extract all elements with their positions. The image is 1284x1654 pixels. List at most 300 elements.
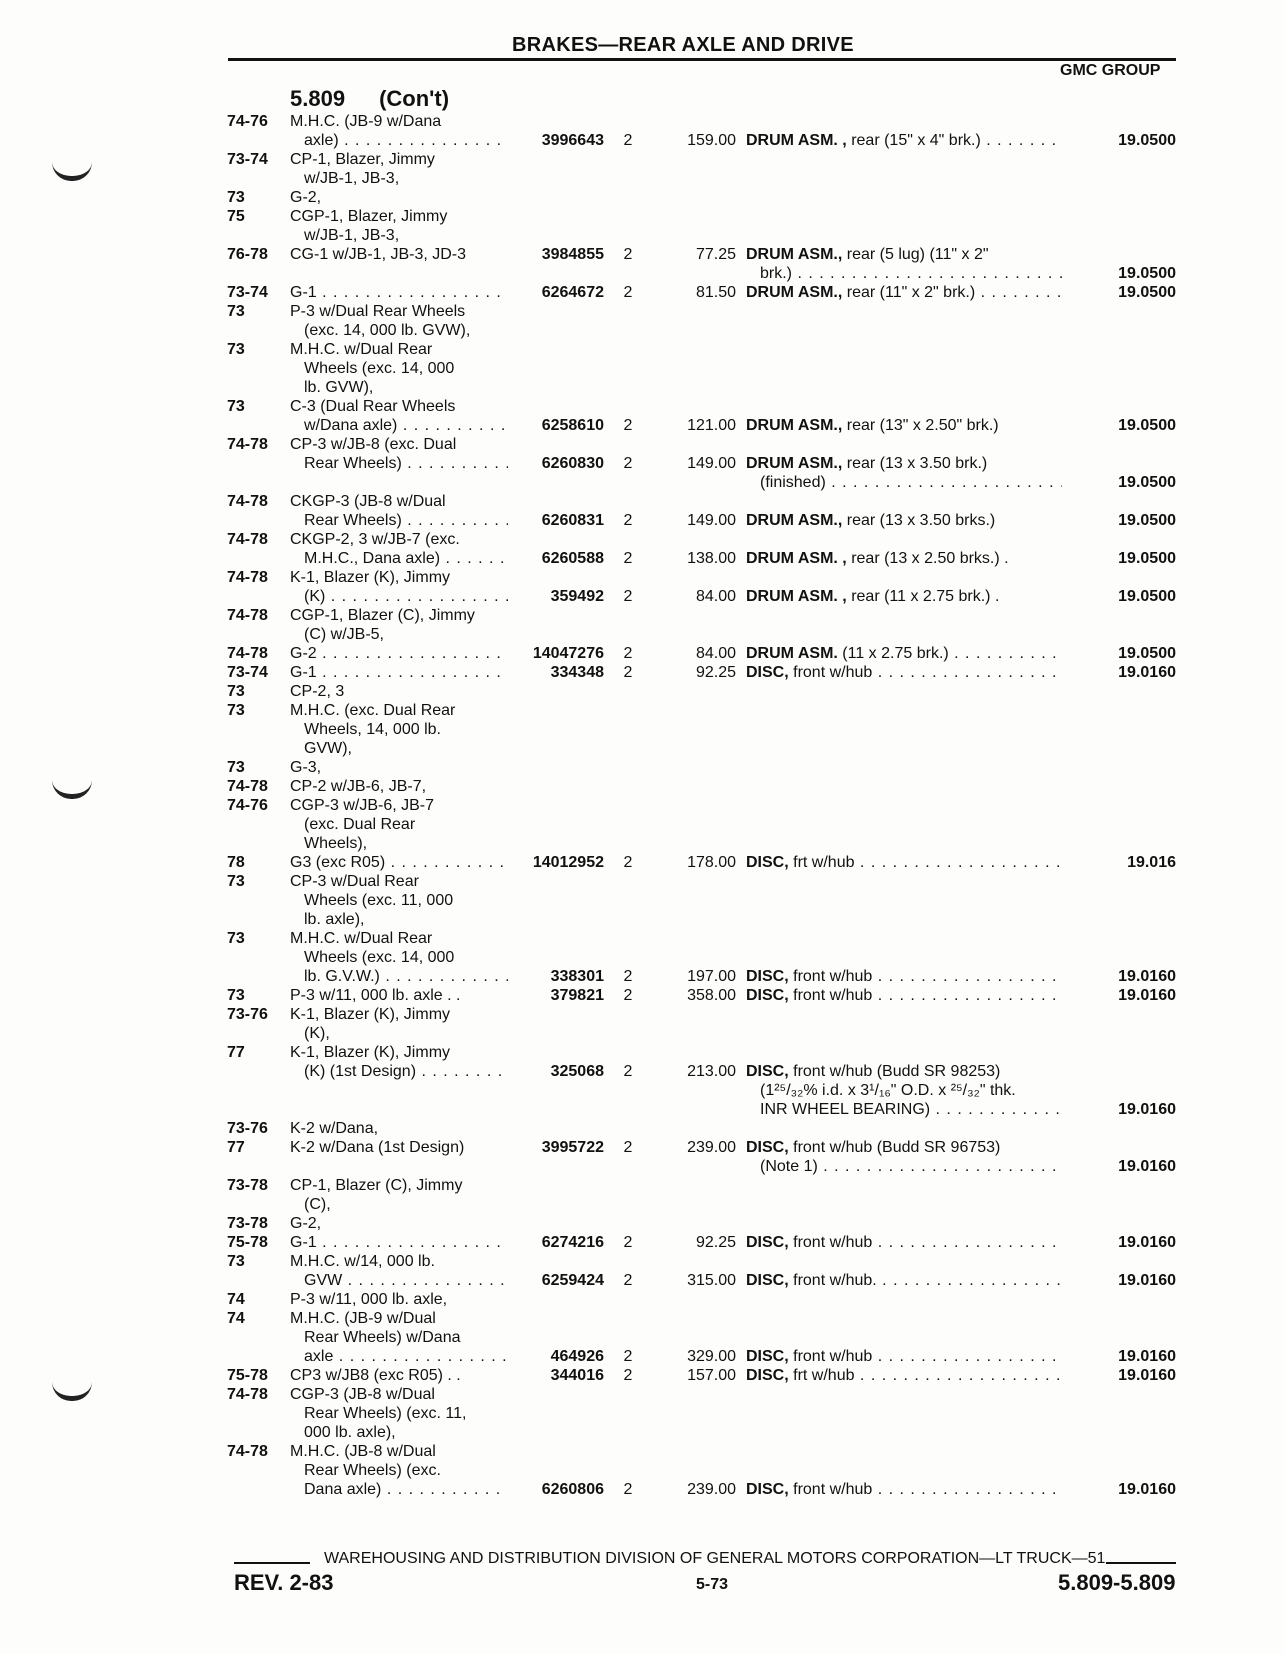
application-label: CGP-3 w/JB-6, JB-7: [290, 797, 435, 814]
application-text: [304, 1195, 508, 1214]
table-row: [0, 929, 1200, 949]
application-text: [304, 169, 508, 188]
table-row: [0, 1005, 1200, 1025]
description-text: front w/hub: [793, 1481, 873, 1498]
catalog-code: 19.0160: [1118, 1348, 1176, 1365]
application-text: [290, 397, 508, 416]
application-text: [290, 929, 508, 948]
application-text: [290, 492, 508, 511]
model-year: 73-78: [227, 1177, 268, 1194]
description: [746, 511, 1062, 530]
table-row: [0, 1385, 1200, 1405]
leader-dots: [930, 1101, 1062, 1118]
table-row: [0, 986, 1200, 1006]
description: [746, 1062, 1062, 1081]
part-number: 325068: [550, 1063, 604, 1080]
quantity: 2: [623, 645, 633, 662]
leader-dots: [325, 588, 508, 605]
leader-dots: [818, 1158, 1062, 1175]
part-name: DRUM ASM. ,: [746, 588, 847, 605]
application-text: [304, 1423, 508, 1442]
catalog-code: 19.0160: [1118, 1481, 1176, 1498]
application-text: [304, 1271, 508, 1290]
table-row: [0, 169, 1200, 189]
catalog-code: 19.0160: [1118, 968, 1176, 985]
table-row: [0, 492, 1200, 512]
catalog-code: 19.0160: [1118, 1158, 1176, 1175]
quantity: 2: [623, 246, 633, 263]
table-row: [0, 1366, 1200, 1386]
model-year: 73: [227, 189, 245, 206]
part-name: DRUM ASM. ,: [746, 132, 847, 149]
application-label: G-2,: [290, 189, 322, 206]
table-row: [0, 1233, 1200, 1253]
application-text: [290, 796, 508, 815]
table-row: [0, 473, 1200, 493]
application-label: Wheels, 14, 000 lb.: [304, 721, 441, 738]
table-row: [0, 682, 1200, 702]
application-label: w/JB-1, JB-3,: [304, 227, 400, 244]
application-label: Wheels (exc. 11, 000: [304, 892, 454, 909]
table-row: [0, 1024, 1200, 1044]
quantity: 2: [623, 1234, 633, 1251]
application-text: [304, 378, 508, 397]
table-row: [0, 587, 1200, 607]
footer-rule-left: [234, 1562, 310, 1564]
catalog-code: 19.0500: [1118, 417, 1176, 434]
table-row: [0, 948, 1200, 968]
table-row: [0, 701, 1200, 721]
part-number: 6258610: [541, 417, 604, 434]
application-label: Rear Wheels) (exc. 11,: [304, 1405, 467, 1422]
description-text: INR WHEEL BEARING): [760, 1101, 931, 1118]
application-text: [290, 682, 508, 701]
description-text: rear (13 x 3.50 brk.): [846, 455, 988, 472]
part-name: DISC,: [746, 1063, 789, 1080]
footer-rule-right: [1106, 1562, 1176, 1564]
table-row: [0, 1309, 1200, 1329]
table-row: [0, 378, 1200, 398]
table-row: [0, 1442, 1200, 1462]
model-year: 73: [227, 987, 245, 1004]
application-label: Wheels),: [304, 835, 368, 852]
description: [746, 1138, 1062, 1157]
part-name: DISC,: [746, 1348, 789, 1365]
table-row: [0, 549, 1200, 569]
description-text: front w/hub (Budd SR 96753): [793, 1139, 1001, 1156]
quantity: 2: [623, 455, 633, 472]
application-label: C-3 (Dual Rear Wheels: [290, 398, 456, 415]
price: 329.00: [687, 1348, 736, 1365]
application-text: [290, 663, 508, 682]
description: [746, 245, 1062, 264]
application-label: CGP-1, Blazer, Jimmy: [290, 208, 448, 225]
part-number: 379821: [550, 987, 604, 1004]
part-name: DISC,: [746, 987, 789, 1004]
application-label: Rear Wheels) (exc.: [304, 1462, 441, 1479]
table-row: [0, 1252, 1200, 1272]
part-name: DRUM ASM.: [746, 645, 838, 662]
description: [760, 1100, 1062, 1119]
application-label: CP-1, Blazer, Jimmy: [290, 151, 435, 168]
application-label: (K),: [304, 1025, 330, 1042]
catalog-code: 19.0160: [1118, 664, 1176, 681]
table-row: [0, 1271, 1200, 1291]
table-row: [0, 435, 1200, 455]
catalog-code: 19.0500: [1118, 284, 1176, 301]
price: 159.00: [687, 132, 736, 149]
description-text: front w/hub: [793, 664, 873, 681]
catalog-code: 19.0500: [1118, 550, 1176, 567]
quantity: 2: [623, 1063, 633, 1080]
application-text: [304, 891, 508, 910]
table-row: [0, 188, 1200, 208]
description-text: rear (13 x 2.50 brks.) .: [851, 550, 1009, 567]
application-text: [290, 188, 508, 207]
table-row: [0, 644, 1200, 664]
page-number: 5-73: [696, 1576, 729, 1593]
model-year: 73: [227, 873, 245, 890]
table-row: [0, 1081, 1200, 1101]
application-label: M.H.C. w/Dual Rear: [290, 341, 433, 358]
leader-dots: [854, 854, 1062, 871]
price: 239.00: [687, 1481, 736, 1498]
model-year: 74-78: [227, 493, 268, 510]
price: 84.00: [695, 588, 736, 605]
catalog-code: 19.0160: [1118, 1101, 1176, 1118]
leader-dots: [826, 474, 1062, 491]
description-text: front w/hub: [793, 987, 873, 1004]
price: 92.25: [695, 664, 736, 681]
table-row: [0, 1176, 1200, 1196]
leader-dots: [317, 1234, 508, 1251]
application-label: G-1: [290, 664, 317, 681]
application-text: [290, 1138, 508, 1157]
application-label: G-3,: [290, 759, 322, 776]
application-label: (C),: [304, 1196, 331, 1213]
description-text: rear (13 x 3.50 brks.): [846, 512, 996, 529]
part-name: DISC,: [746, 1272, 789, 1289]
part-number: 6274216: [541, 1234, 604, 1251]
application-text: [304, 359, 508, 378]
model-year: 74-78: [227, 569, 268, 586]
part-number: 359492: [550, 588, 604, 605]
table-row: [0, 891, 1200, 911]
application-label: (K) (1st Design): [304, 1063, 417, 1080]
description-text: (Note 1): [760, 1158, 818, 1175]
application-text: [304, 739, 508, 758]
application-text: [290, 853, 508, 872]
description-text: rear (11 x 2.75 brk.) .: [851, 588, 1000, 605]
table-row: [0, 150, 1200, 170]
application-label: K-2 w/Dana,: [290, 1120, 379, 1137]
table-row: [0, 625, 1200, 645]
table-row: [0, 872, 1200, 892]
leader-dots: [317, 664, 508, 681]
application-text: [304, 948, 508, 967]
leader-dots: [872, 968, 1062, 985]
application-text: [290, 435, 508, 454]
part-name: DISC,: [746, 1234, 789, 1251]
application-label: Rear Wheels): [304, 455, 402, 472]
application-text: [290, 777, 508, 796]
model-year: 74: [227, 1291, 245, 1308]
catalog-code: 19.0500: [1118, 474, 1176, 491]
leader-dots: [317, 284, 508, 301]
description: [746, 967, 1062, 986]
application-text: [304, 1062, 508, 1081]
leader-dots: [381, 1481, 508, 1498]
leader-dots: [877, 1272, 1062, 1289]
part-name: DISC,: [746, 854, 789, 871]
part-number: 3996643: [541, 132, 604, 149]
description: [746, 1271, 1062, 1290]
application-text: [304, 587, 508, 606]
application-label: CP3 w/JB8 (exc R05) . .: [290, 1367, 461, 1384]
application-text: [290, 1005, 508, 1024]
leader-dots: [949, 645, 1062, 662]
application-text: [290, 1385, 508, 1404]
application-text: [304, 416, 508, 435]
description-text: front w/hub: [793, 968, 873, 985]
description-text: rear (13" x 2.50" brk.): [846, 417, 999, 434]
leader-dots: [872, 1234, 1062, 1251]
application-label: CP-2, 3: [290, 683, 345, 700]
application-text: [290, 1043, 508, 1062]
part-name: DISC,: [746, 664, 789, 681]
description: [746, 663, 1062, 682]
description: [746, 1480, 1062, 1499]
table-row: [0, 340, 1200, 360]
model-year: 73: [227, 303, 245, 320]
application-label: K-1, Blazer (K), Jimmy: [290, 1006, 451, 1023]
application-text: [304, 131, 508, 150]
model-year: 73-74: [227, 284, 268, 301]
application-text: [290, 644, 508, 663]
table-row: [0, 606, 1200, 626]
application-label: P-3 w/11, 000 lb. axle,: [290, 1291, 448, 1308]
page-title: BRAKES—REAR AXLE AND DRIVE: [512, 34, 854, 56]
table-row: [0, 1404, 1200, 1424]
model-year: 73: [227, 398, 245, 415]
page-reference: 5.809-5.809: [1058, 1570, 1176, 1595]
model-year: 73: [227, 930, 245, 947]
leader-dots: [380, 968, 508, 985]
application-text: [304, 1480, 508, 1499]
part-name: DISC,: [746, 1481, 789, 1498]
application-label: G-2,: [290, 1215, 322, 1232]
quantity: 2: [623, 417, 633, 434]
price: 92.25: [695, 1234, 736, 1251]
application-label: M.H.C., Dana axle): [304, 550, 441, 567]
part-number: 338301: [550, 968, 604, 985]
price: 178.00: [687, 854, 736, 871]
table-row: [0, 720, 1200, 740]
table-row: [0, 226, 1200, 246]
application-label: w/JB-1, JB-3,: [304, 170, 400, 187]
application-label: w/Dana axle): [304, 417, 398, 434]
leader-dots: [975, 284, 1062, 301]
application-text: [290, 701, 508, 720]
application-text: [290, 758, 508, 777]
description-text: frt w/hub: [793, 1367, 855, 1384]
model-year: 74-76: [227, 797, 268, 814]
description: [746, 549, 1062, 568]
footer-division: WAREHOUSING AND DISTRIBUTION DIVISION OF GENERAL MOTORS CORPORATION—LT TRUCK—51: [324, 1550, 1106, 1567]
price: 358.00: [687, 987, 736, 1004]
description: [746, 283, 1062, 302]
application-text: [290, 340, 508, 359]
table-row: [0, 834, 1200, 854]
catalog-code: 19.0160: [1118, 1234, 1176, 1251]
table-row: [0, 758, 1200, 778]
part-number: 6260806: [541, 1481, 604, 1498]
leader-dots: [872, 664, 1062, 681]
application-text: [304, 834, 508, 853]
part-number: 6259424: [541, 1272, 604, 1289]
model-year: 73: [227, 341, 245, 358]
part-number: 6264672: [541, 284, 604, 301]
model-year: 73-76: [227, 1006, 268, 1023]
quantity: 2: [623, 132, 633, 149]
description: [760, 264, 1062, 283]
application-label: G-2: [290, 645, 317, 662]
quantity: 2: [623, 550, 633, 567]
application-text: [304, 625, 508, 644]
application-text: [304, 454, 508, 473]
catalog-code: 19.0500: [1118, 265, 1176, 282]
price: 213.00: [687, 1063, 736, 1080]
application-text: [304, 511, 508, 530]
table-row: [0, 1119, 1200, 1139]
application-label: CGP-1, Blazer (C), Jimmy: [290, 607, 475, 624]
quantity: 2: [623, 854, 633, 871]
leader-dots: [854, 1367, 1062, 1384]
model-year: 74-78: [227, 778, 268, 795]
table-row: [0, 1138, 1200, 1158]
group-label: GMC GROUP: [1060, 62, 1161, 79]
catalog-code: 19.0500: [1118, 132, 1176, 149]
application-label: Wheels (exc. 14, 000: [304, 949, 455, 966]
part-name: DRUM ASM.,: [746, 512, 843, 529]
table-row: [0, 283, 1200, 303]
application-text: [290, 1119, 508, 1138]
description-text: rear (15" x 4" brk.): [851, 132, 981, 149]
price: 77.25: [695, 246, 736, 263]
part-number: 14012952: [532, 854, 604, 871]
application-text: [290, 1309, 508, 1328]
part-number: 6260831: [541, 512, 604, 529]
application-label: K-2 w/Dana (1st Design): [290, 1139, 465, 1156]
application-label: CGP-3 (JB-8 w/Dual: [290, 1386, 435, 1403]
catalog-code: 19.0160: [1118, 1367, 1176, 1384]
application-text: [304, 910, 508, 929]
application-text: [304, 1328, 508, 1347]
table-row: [0, 207, 1200, 227]
table-row: [0, 530, 1200, 550]
application-text: [290, 112, 508, 131]
price: 121.00: [687, 417, 736, 434]
table-row: [0, 359, 1200, 379]
application-label: CKGP-3 (JB-8 w/Dual: [290, 493, 446, 510]
part-number: 464926: [550, 1348, 604, 1365]
application-text: [290, 568, 508, 587]
description: [746, 853, 1062, 872]
application-text: [290, 872, 508, 891]
part-name: DISC,: [746, 1139, 789, 1156]
table-row: [0, 1214, 1200, 1234]
application-text: [304, 815, 508, 834]
description: [746, 1347, 1062, 1366]
part-name: DRUM ASM.,: [746, 455, 843, 472]
table-row: [0, 1043, 1200, 1063]
model-year: 73-78: [227, 1215, 268, 1232]
model-year: 76-78: [227, 246, 268, 263]
table-row: [0, 1328, 1200, 1348]
application-label: axle): [304, 132, 339, 149]
part-name: DISC,: [746, 1367, 789, 1384]
description-text: (11 x 2.75 brk.): [842, 645, 949, 662]
application-label: P-3 w/11, 000 lb. axle . .: [290, 987, 461, 1004]
section-number: 5.809: [290, 86, 346, 111]
section-continued: (Con't): [379, 86, 450, 111]
quantity: 2: [623, 1139, 633, 1156]
table-row: [0, 739, 1200, 759]
model-year: 73: [227, 702, 245, 719]
quantity: 2: [623, 1367, 633, 1384]
table-row: [0, 967, 1200, 987]
leader-dots: [402, 512, 508, 529]
table-row: [0, 1290, 1200, 1310]
table-row: [0, 663, 1200, 683]
model-year: 74-78: [227, 1443, 268, 1460]
price: 239.00: [687, 1139, 736, 1156]
description-text: front w/hub: [793, 1348, 873, 1365]
table-row: [0, 397, 1200, 417]
model-year: 77: [227, 1139, 245, 1156]
price: 197.00: [687, 968, 736, 985]
application-label: 000 lb. axle),: [304, 1424, 396, 1441]
application-label: (C) w/JB-5,: [304, 626, 384, 643]
description-text: (finished): [760, 474, 826, 491]
table-row: [0, 416, 1200, 436]
application-label: M.H.C. (JB-8 w/Dual: [290, 1443, 436, 1460]
price: 149.00: [687, 512, 736, 529]
application-label: M.H.C. w/14, 000 lb.: [290, 1253, 435, 1270]
model-year: 74-78: [227, 1386, 268, 1403]
part-number: 334348: [550, 664, 604, 681]
table-row: [0, 1480, 1200, 1500]
leader-dots: [385, 854, 508, 871]
table-row: [0, 302, 1200, 322]
part-name: DRUM ASM.,: [746, 246, 843, 263]
section-heading: [290, 86, 449, 112]
model-year: 73: [227, 759, 245, 776]
description-text: (1²⁵/₃₂% i.d. x 3¹/₁₆" O.D. x ²⁵/₃₂" thk.: [760, 1082, 1016, 1099]
application-label: CP-2 w/JB-6, JB-7,: [290, 778, 427, 795]
description: [746, 416, 1062, 435]
part-number: 3984855: [541, 246, 604, 263]
application-label: Wheels (exc. 14, 000: [304, 360, 455, 377]
application-label: Rear Wheels): [304, 512, 402, 529]
description: [760, 1157, 1062, 1176]
catalog-code: 19.0160: [1118, 1272, 1176, 1289]
application-text: [290, 302, 508, 321]
leader-dots: [342, 1272, 508, 1289]
table-row: [0, 321, 1200, 341]
table-row: [0, 568, 1200, 588]
leader-dots: [872, 1481, 1062, 1498]
